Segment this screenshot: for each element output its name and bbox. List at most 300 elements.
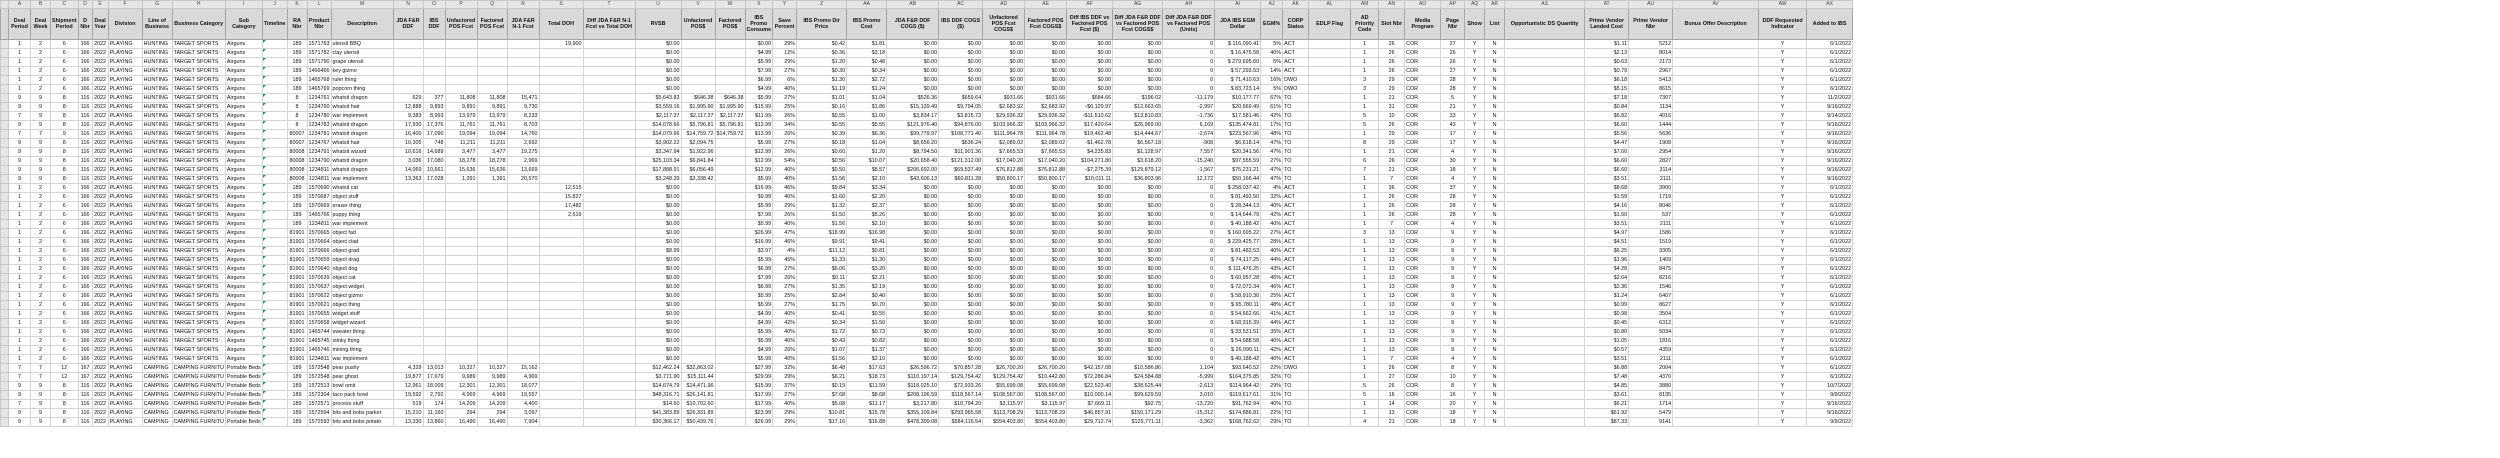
table-cell[interactable]: 0	[1163, 274, 1215, 283]
table-cell[interactable]: $0.00	[983, 220, 1025, 229]
table-cell[interactable]	[1505, 355, 1585, 364]
table-cell[interactable]: Y	[1465, 112, 1485, 121]
table-cell[interactable]: COR	[1405, 373, 1441, 382]
table-cell[interactable]: $0.00	[1113, 211, 1163, 220]
table-cell[interactable]	[262, 67, 287, 76]
table-cell[interactable]	[1309, 94, 1351, 103]
table-cell[interactable]: 8	[1441, 364, 1465, 373]
table-cell[interactable]: 7	[1379, 175, 1405, 184]
table-cell[interactable]: 1465769	[308, 86, 330, 92]
table-cell[interactable]: 19,094	[477, 130, 507, 139]
table-cell[interactable]: $0.00	[887, 355, 939, 364]
table-cell[interactable]: 8	[51, 157, 79, 166]
table-cell[interactable]	[681, 184, 715, 193]
table-cell[interactable]	[477, 229, 507, 238]
table-cell[interactable]	[507, 238, 539, 247]
header-cell[interactable]: JDA IBS EGM Dollar	[1215, 9, 1261, 40]
table-cell[interactable]: 15,636	[445, 166, 477, 175]
table-cell[interactable]	[681, 283, 715, 292]
table-cell[interactable]: 1	[1351, 103, 1379, 112]
table-cell[interactable]: TARGET SPORTS	[172, 130, 225, 139]
table-cell[interactable]	[393, 319, 423, 328]
table-cell[interactable]: 27%	[773, 301, 797, 310]
table-cell[interactable]: 9	[31, 94, 51, 103]
table-cell[interactable]: TARGET SPORTS	[172, 274, 225, 283]
table-cell[interactable]: 7	[9, 130, 31, 139]
table-cell[interactable]: Portable Beds	[226, 392, 261, 398]
table-cell[interactable]: 2022	[94, 212, 107, 218]
table-cell[interactable]: $6.06	[797, 265, 847, 274]
table-cell[interactable]: $0.00	[745, 40, 773, 49]
table-cell[interactable]: $0.00	[983, 49, 1025, 58]
table-cell[interactable]: eraser thing	[331, 202, 393, 211]
table-cell[interactable]: 27%	[773, 94, 797, 103]
table-cell[interactable]: $0.00	[887, 265, 939, 274]
table-cell[interactable]	[262, 355, 287, 364]
table-cell[interactable]: 43%	[1261, 265, 1283, 274]
table-cell[interactable]: PLAYING	[108, 247, 142, 256]
table-cell[interactable]	[1673, 382, 1759, 391]
table-cell[interactable]: N	[1485, 382, 1505, 391]
table-cell[interactable]: 2	[31, 85, 51, 94]
table-cell[interactable]: $0.00	[983, 301, 1025, 310]
table-cell[interactable]: N	[1485, 319, 1505, 328]
table-cell[interactable]: 40%	[773, 85, 797, 94]
table-cell[interactable]: 2	[31, 346, 51, 355]
table-cell[interactable]: Y	[1465, 76, 1485, 85]
table-cell[interactable]: COR	[1405, 166, 1441, 175]
table-cell[interactable]: $6.82	[1585, 112, 1629, 121]
table-cell[interactable]	[445, 274, 477, 283]
table-cell[interactable]: $0.00	[1025, 211, 1067, 220]
table-cell[interactable]: $12,663.65	[1113, 103, 1163, 112]
table-cell[interactable]: $0.00	[983, 184, 1025, 193]
table-cell[interactable]: COR	[1405, 130, 1441, 139]
table-cell[interactable]: TO	[1283, 373, 1309, 382]
header-cell[interactable]: EGM%	[1261, 9, 1283, 40]
table-cell[interactable]: $55,699.08	[1025, 382, 1067, 391]
table-cell[interactable]: Y	[1759, 157, 1807, 166]
table-cell[interactable]	[1673, 373, 1759, 382]
table-cell[interactable]: 81901	[287, 301, 307, 310]
table-cell[interactable]	[1505, 112, 1585, 121]
table-cell[interactable]: 2022	[94, 329, 107, 335]
table-cell[interactable]: 0	[1163, 202, 1215, 211]
table-cell[interactable]: 15,471	[507, 94, 539, 103]
table-cell[interactable]: $4.97	[1585, 229, 1629, 238]
table-cell[interactable]: $0.00	[1025, 337, 1067, 346]
table-cell[interactable]: 27	[1441, 40, 1465, 49]
table-cell[interactable]: $150,171.29	[1113, 409, 1163, 418]
table-cell[interactable]: 1,104	[1163, 364, 1215, 373]
table-cell[interactable]: $4.16	[1585, 202, 1629, 211]
table-cell[interactable]: ACT	[1283, 58, 1309, 67]
table-cell[interactable]: 17	[1441, 130, 1465, 139]
table-cell[interactable]: $0.00	[1025, 292, 1067, 301]
table-cell[interactable]: $129,754.42	[939, 373, 983, 382]
table-cell[interactable]: $12,462.24	[635, 364, 681, 373]
table-cell[interactable]: $0.00	[1113, 193, 1163, 202]
table-cell[interactable]: 40%	[1261, 49, 1283, 58]
table-cell[interactable]: Airguns	[225, 193, 262, 202]
table-cell[interactable]: $5.15	[1585, 85, 1629, 94]
table-cell[interactable]: Airguns	[225, 112, 262, 121]
table-cell[interactable]: 6/1/2022	[1807, 328, 1853, 337]
table-cell[interactable]: 40%	[1261, 355, 1283, 364]
table-cell[interactable]: whatsit dragon	[331, 157, 393, 166]
table-cell[interactable]: 1	[1351, 346, 1379, 355]
table-cell[interactable]: TARGET SPORTS	[172, 265, 225, 274]
table-cell[interactable]	[477, 355, 507, 364]
table-cell[interactable]: $0.00	[887, 193, 939, 202]
table-cell[interactable]: 36	[1379, 184, 1405, 193]
table-cell[interactable]: $24,584.88	[1113, 373, 1163, 382]
table-cell[interactable]	[393, 220, 423, 229]
table-cell[interactable]: $0.36	[797, 49, 847, 58]
table-cell[interactable]: $0.00	[1067, 328, 1113, 337]
table-cell[interactable]: 1	[1351, 319, 1379, 328]
table-cell[interactable]: $5.55	[847, 121, 887, 130]
table-cell[interactable]: $1.19	[797, 85, 847, 94]
column-letter-ai[interactable]: AI	[1215, 1, 1261, 9]
table-cell[interactable]: PLAYING	[108, 373, 142, 382]
table-cell[interactable]: Y	[1759, 301, 1807, 310]
table-cell[interactable]: 1	[9, 49, 31, 58]
column-letter-ar[interactable]: AR	[1485, 1, 1505, 9]
table-cell[interactable]: $0.00	[939, 274, 983, 283]
table-cell[interactable]: $3.61	[1585, 391, 1629, 400]
table-cell[interactable]: $129,754.42	[983, 373, 1025, 382]
table-cell[interactable]	[1505, 283, 1585, 292]
table-cell[interactable]: $0.00	[1025, 193, 1067, 202]
table-cell[interactable]: $0.00	[887, 184, 939, 193]
table-cell[interactable]: $2,117.37	[715, 112, 745, 121]
table-cell[interactable]: N	[1485, 121, 1505, 130]
table-cell[interactable]: pear pushy	[331, 364, 393, 373]
table-cell[interactable]	[1309, 337, 1351, 346]
column-letter-at[interactable]: AT	[1585, 1, 1629, 9]
table-cell[interactable]	[1309, 175, 1351, 184]
table-cell[interactable]: 8,993	[423, 112, 445, 121]
table-cell[interactable]: PLAYING	[108, 418, 142, 427]
table-cell[interactable]	[423, 49, 445, 58]
table-cell[interactable]: $10.81	[797, 409, 847, 418]
table-cell[interactable]: $3,338.42	[681, 175, 715, 184]
table-cell[interactable]: $6.21	[1585, 400, 1629, 409]
table-cell[interactable]: $0.00	[983, 211, 1025, 220]
table-cell[interactable]: 9	[31, 157, 51, 166]
table-cell[interactable]: $0.00	[635, 265, 681, 274]
table-cell[interactable]: Y	[1465, 346, 1485, 355]
table-cell[interactable]	[262, 391, 287, 400]
table-cell[interactable]	[1505, 130, 1585, 139]
table-cell[interactable]: CAMPING	[142, 382, 172, 391]
table-cell[interactable]: 116	[78, 400, 92, 409]
row-number[interactable]	[1, 328, 9, 337]
table-cell[interactable]: 1	[1351, 355, 1379, 364]
table-cell[interactable]: 27%	[773, 391, 797, 400]
table-cell[interactable]: 2	[31, 355, 51, 364]
table-cell[interactable]: COR	[1405, 409, 1441, 418]
column-letter-y[interactable]: Y	[773, 1, 797, 9]
column-letter-m[interactable]: M	[331, 1, 393, 9]
column-letter-au[interactable]: AU	[1629, 1, 1673, 9]
table-cell[interactable]	[1673, 364, 1759, 373]
table-cell[interactable]	[1505, 337, 1585, 346]
table-cell[interactable]: ACT	[1283, 229, 1309, 238]
table-cell[interactable]: $108,771.40	[939, 130, 983, 139]
header-cell[interactable]: Total DOH	[539, 9, 583, 40]
table-cell[interactable]: $0.00	[983, 193, 1025, 202]
table-cell[interactable]: 1571763	[308, 41, 330, 47]
table-cell[interactable]: 9/16/2022	[1807, 175, 1853, 184]
table-cell[interactable]	[1309, 355, 1351, 364]
table-cell[interactable]	[1309, 148, 1351, 157]
table-cell[interactable]: PLAYING	[108, 256, 142, 265]
table-cell[interactable]: 3114	[1629, 166, 1673, 175]
table-cell[interactable]: $26,700.20	[1025, 364, 1067, 373]
table-cell[interactable]: Airguns	[225, 283, 262, 292]
table-cell[interactable]: 5	[1441, 94, 1465, 103]
table-cell[interactable]: 29%	[773, 202, 797, 211]
table-cell[interactable]: $0.00	[1067, 211, 1113, 220]
table-cell[interactable]	[681, 58, 715, 67]
table-cell[interactable]: 8135	[1629, 391, 1673, 400]
table-cell[interactable]	[445, 265, 477, 274]
table-cell[interactable]: 1570637	[308, 284, 330, 290]
table-cell[interactable]: Y	[1759, 58, 1807, 67]
table-cell[interactable]: $0.50	[797, 166, 847, 175]
table-cell[interactable]	[539, 49, 583, 58]
table-cell[interactable]: ACT	[1283, 355, 1309, 364]
table-cell[interactable]: $0.00	[887, 76, 939, 85]
header-cell[interactable]: IBS DDF COGS ($)	[939, 9, 983, 40]
table-cell[interactable]: $0.00	[635, 40, 681, 49]
column-letter-ae[interactable]: AE	[1025, 1, 1067, 9]
table-cell[interactable]	[715, 202, 745, 211]
table-cell[interactable]: 28	[1441, 202, 1465, 211]
table-cell[interactable]: 1519	[1629, 238, 1673, 247]
table-cell[interactable]: $0.00	[1025, 184, 1067, 193]
table-cell[interactable]: TARGET SPORTS	[172, 40, 225, 49]
table-cell[interactable]	[539, 166, 583, 175]
table-cell[interactable]: $0.00	[635, 202, 681, 211]
table-cell[interactable]: TARGET SPORTS	[172, 229, 225, 238]
table-cell[interactable]: 4,969	[507, 373, 539, 382]
table-cell[interactable]	[539, 94, 583, 103]
table-cell[interactable]: 1	[1351, 40, 1379, 49]
table-cell[interactable]: COR	[1405, 283, 1441, 292]
table-cell[interactable]: Airguns	[225, 211, 262, 220]
table-cell[interactable]: N	[1485, 373, 1505, 382]
table-cell[interactable]: PLAYING	[108, 400, 142, 409]
table-cell[interactable]: $0.00	[1113, 292, 1163, 301]
table-cell[interactable]: 6/1/2022	[1807, 346, 1853, 355]
table-cell[interactable]: HUNTING	[142, 139, 172, 148]
table-cell[interactable]	[1673, 193, 1759, 202]
table-cell[interactable]: 13,669	[507, 166, 539, 175]
table-cell[interactable]: 1234811	[308, 167, 330, 173]
table-cell[interactable]	[393, 49, 423, 58]
table-cell[interactable]: $4.99	[745, 319, 773, 328]
table-cell[interactable]: 189	[287, 364, 307, 373]
table-cell[interactable]: 2022	[94, 50, 107, 56]
table-cell[interactable]: 116	[78, 121, 92, 130]
table-cell[interactable]: $4.51	[1585, 238, 1629, 247]
table-cell[interactable]: 6/1/2022	[1807, 274, 1853, 283]
table-cell[interactable]: 1	[1351, 400, 1379, 409]
table-cell[interactable]: $0.00	[1025, 319, 1067, 328]
table-cell[interactable]: 2	[31, 256, 51, 265]
table-cell[interactable]: $7.99	[745, 67, 773, 76]
table-cell[interactable]: $99,779.97	[887, 130, 939, 139]
table-cell[interactable]: $14,078.66	[635, 121, 681, 130]
table-cell[interactable]	[423, 301, 445, 310]
table-cell[interactable]: 8	[51, 166, 79, 175]
table-cell[interactable]: 5%	[1261, 85, 1283, 94]
table-cell[interactable]: 3504	[1629, 310, 1673, 319]
table-cell[interactable]: 1570621	[308, 302, 330, 308]
table-cell[interactable]: 47%	[1261, 166, 1283, 175]
table-cell[interactable]	[1505, 274, 1585, 283]
table-cell[interactable]: $0.00	[1067, 292, 1113, 301]
table-cell[interactable]	[539, 148, 583, 157]
table-cell[interactable]	[507, 301, 539, 310]
table-cell[interactable]	[1309, 103, 1351, 112]
table-cell[interactable]: 166	[78, 40, 92, 49]
table-cell[interactable]	[507, 256, 539, 265]
table-cell[interactable]	[539, 310, 583, 319]
table-cell[interactable]	[1505, 247, 1585, 256]
table-cell[interactable]: 9/16/2022	[1807, 166, 1853, 175]
table-cell[interactable]	[445, 202, 477, 211]
table-cell[interactable]: 18	[1441, 409, 1465, 418]
header-cell[interactable]: Factored POS Fcst	[477, 9, 507, 40]
table-cell[interactable]: 116	[78, 418, 92, 427]
table-cell[interactable]: $30,366.17	[635, 418, 681, 427]
table-cell[interactable]: 47%	[773, 229, 797, 238]
table-cell[interactable]: Y	[1759, 265, 1807, 274]
table-cell[interactable]: $0.00	[1067, 319, 1113, 328]
table-cell[interactable]: $0.00	[1025, 274, 1067, 283]
table-cell[interactable]: HUNTING	[142, 76, 172, 85]
table-cell[interactable]: 537	[1629, 211, 1673, 220]
table-cell[interactable]: $75,231.21	[1215, 166, 1261, 175]
table-cell[interactable]	[681, 229, 715, 238]
table-cell[interactable]: $4.47	[1585, 139, 1629, 148]
table-cell[interactable]: 1466466	[308, 68, 330, 74]
table-cell[interactable]: 9	[31, 121, 51, 130]
table-cell[interactable]	[262, 265, 287, 274]
table-cell[interactable]	[445, 310, 477, 319]
table-cell[interactable]: 37%	[773, 382, 797, 391]
row-number[interactable]	[1, 355, 9, 364]
table-cell[interactable]: 2	[31, 328, 51, 337]
table-cell[interactable]: 3880	[1629, 382, 1673, 391]
table-cell[interactable]	[423, 229, 445, 238]
table-cell[interactable]	[262, 373, 287, 382]
table-cell[interactable]: N	[1485, 202, 1505, 211]
table-cell[interactable]: 166	[78, 67, 92, 76]
table-cell[interactable]	[1673, 301, 1759, 310]
table-cell[interactable]: Y	[1465, 274, 1485, 283]
table-cell[interactable]: $9.84	[797, 184, 847, 193]
table-cell[interactable]	[507, 292, 539, 301]
table-cell[interactable]: 27	[1441, 67, 1465, 76]
table-cell[interactable]	[445, 328, 477, 337]
table-cell[interactable]: $1.59	[1585, 193, 1629, 202]
table-cell[interactable]: TARGET SPORTS	[172, 58, 225, 67]
table-cell[interactable]: $3,559.16	[635, 103, 681, 112]
table-cell[interactable]: 1	[1351, 337, 1379, 346]
table-cell[interactable]	[1505, 76, 1585, 85]
table-cell[interactable]: $ 54,662.66	[1215, 310, 1261, 319]
header-cell[interactable]: Factored POS Fcst COGS$	[1025, 9, 1067, 40]
table-cell[interactable]	[423, 337, 445, 346]
table-cell[interactable]: 13	[1379, 247, 1405, 256]
table-cell[interactable]: 6/1/2022	[1807, 85, 1853, 94]
table-cell[interactable]	[1309, 364, 1351, 373]
table-cell[interactable]: 40%	[1261, 247, 1283, 256]
table-cell[interactable]: 2022	[94, 320, 107, 326]
table-cell[interactable]: object grad	[331, 247, 393, 256]
table-cell[interactable]: 1	[9, 85, 31, 94]
table-cell[interactable]: Y	[1759, 85, 1807, 94]
table-cell[interactable]: 19,877	[393, 373, 423, 382]
table-cell[interactable]: CAMPING	[142, 400, 172, 409]
table-cell[interactable]: Y	[1465, 337, 1485, 346]
table-cell[interactable]: N	[1485, 85, 1505, 94]
table-cell[interactable]	[681, 337, 715, 346]
table-cell[interactable]	[393, 328, 423, 337]
table-cell[interactable]: $0.00	[1025, 247, 1067, 256]
table-cell[interactable]: $0.00	[635, 328, 681, 337]
table-cell[interactable]: 13,979	[445, 112, 477, 121]
table-cell[interactable]: 0	[1163, 211, 1215, 220]
table-cell[interactable]: 8	[51, 391, 79, 400]
table-cell[interactable]: 1	[1351, 256, 1379, 265]
table-cell[interactable]	[262, 328, 287, 337]
table-cell[interactable]: 9	[1441, 274, 1465, 283]
header-cell[interactable]: Prime Vendor Nbr	[1629, 9, 1673, 40]
table-cell[interactable]: Y	[1759, 256, 1807, 265]
table-cell[interactable]: 18,278	[445, 157, 477, 166]
table-cell[interactable]: 6%	[773, 76, 797, 85]
table-cell[interactable]: 2111	[1629, 355, 1673, 364]
table-cell[interactable]: Y	[1759, 49, 1807, 58]
table-cell[interactable]: 1572593	[308, 419, 330, 425]
table-cell[interactable]	[539, 220, 583, 229]
table-cell[interactable]: 4%	[1261, 184, 1283, 193]
table-cell[interactable]: $0.00	[939, 256, 983, 265]
table-cell[interactable]: 17	[1441, 139, 1465, 148]
table-cell[interactable]: 7	[31, 130, 51, 139]
table-cell[interactable]	[681, 211, 715, 220]
table-cell[interactable]: 1234761	[308, 95, 330, 101]
table-cell[interactable]: ACT	[1283, 247, 1309, 256]
table-cell[interactable]: 2	[31, 319, 51, 328]
table-cell[interactable]: 8	[51, 112, 79, 121]
table-cell[interactable]: $0.00	[1113, 355, 1163, 364]
table-cell[interactable]: 2954	[1629, 148, 1673, 157]
table-cell[interactable]	[262, 49, 287, 58]
table-cell[interactable]: $13.99	[745, 130, 773, 139]
table-cell[interactable]	[681, 274, 715, 283]
table-cell[interactable]: $0.34	[797, 319, 847, 328]
header-cell[interactable]: Division	[108, 9, 142, 40]
table-cell[interactable]: $0.00	[1067, 355, 1113, 364]
table-cell[interactable]: $15.78	[847, 409, 887, 418]
